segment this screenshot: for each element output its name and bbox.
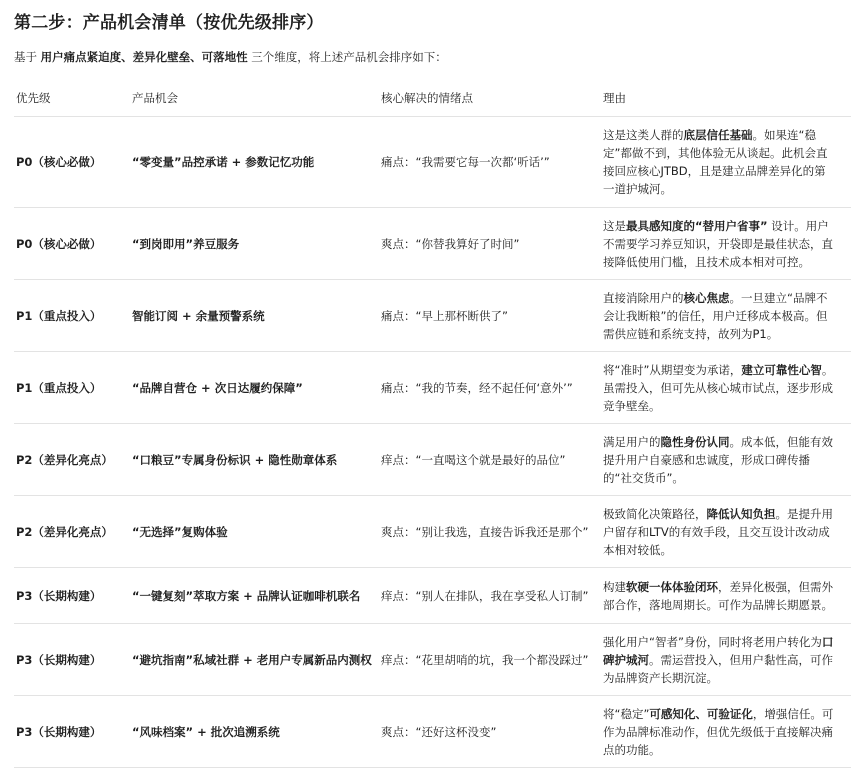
reason-text: 极致简化决策路径， (603, 506, 707, 521)
table-row (14, 496, 851, 568)
table-row (14, 208, 851, 280)
table-row (14, 280, 851, 352)
emotion-cell: 爽点：“你替我算好了时间” (379, 208, 601, 280)
priority-cell: P2（差异化亮点） (14, 496, 130, 568)
header-reason: 理由 (601, 80, 851, 117)
priority-cell: P3（长期构建） (14, 624, 130, 696)
header-product: 产品机会 (130, 80, 379, 117)
reason-text: 设计。用户不需要学习养豆知识，开袋即是最佳状态，直接降低使用门槛，且技术成本相对可控。 (603, 218, 833, 269)
reason-text: 。是提升用户留存和LTV的有效手段，且交互设计改动成本相对较低。 (603, 506, 833, 557)
reason-cell (601, 352, 851, 424)
emotion-cell: 痒点：“一直喝这个就是最好的品位” (379, 424, 601, 496)
reason-cell (601, 624, 851, 696)
priority-cell: P3（长期构建） (14, 568, 130, 624)
reason-highlight: 最具感知度的“替用户省事” (626, 218, 768, 233)
product-cell: “一键复刻”萃取方案 + 品牌认证咖啡机联名 (130, 568, 379, 624)
reason-highlight: 口碑护城河 (603, 634, 834, 667)
reason-cell (601, 280, 851, 352)
reason-highlight: 可感知化、可验证化 (649, 706, 753, 721)
reason-highlight: 核心焦虑 (683, 290, 730, 305)
priority-cell: P1（重点投入） (14, 280, 130, 352)
priority-cell: P1（重点投入） (14, 352, 130, 424)
header-emotion: 核心解决的情绪点 (379, 80, 601, 117)
intro-suffix: 三个维度，将上述产品机会排序如下： (247, 50, 447, 64)
intro-prefix: 基于 (14, 50, 41, 64)
table-row (14, 117, 851, 208)
reason-text: 直接消除用户的 (603, 290, 684, 305)
table-row (14, 352, 851, 424)
reason-text: 构建 (603, 579, 626, 594)
emotion-cell: 痛点：“早上那杯断供了” (379, 280, 601, 352)
reason-text: ，增强信任。可作为品牌标准动作，但优先级低于直接解决痛点的功能。 (603, 706, 834, 757)
reason-cell (601, 696, 851, 768)
priority-cell: P0（核心必做） (14, 117, 130, 208)
reason-text: 强化用户“智者”身份，同时将老用户转化为 (603, 634, 822, 649)
page-title: 第二步：产品机会清单（按优先级排序） (14, 13, 324, 33)
table-row (14, 696, 851, 768)
priority-cell: P0（核心必做） (14, 208, 130, 280)
emotion-cell: 痛点：“我需要它每一次都‘听话’” (379, 117, 601, 208)
table-header-row (14, 80, 851, 117)
reason-text: 满足用户的 (603, 434, 661, 449)
reason-text: ，差异化极强，但需外部合作，落地周期长。可作为品牌长期愿景。 (603, 579, 833, 612)
product-cell: “风味档案” + 批次追溯系统 (130, 696, 379, 768)
emotion-cell: 爽点：“还好这杯没变” (379, 696, 601, 768)
product-cell: “零变量”品控承诺 + 参数记忆功能 (130, 117, 379, 208)
reason-text: 将“准时”从期望变为承诺， (603, 362, 742, 377)
intro-paragraph (14, 48, 851, 66)
product-cell: “口粮豆”专属身份标识 + 隐性勋章体系 (130, 424, 379, 496)
emotion-cell: 痛点：“我的节奏，经不起任何‘意外’” (379, 352, 601, 424)
product-cell: 智能订阅 + 余量预警系统 (130, 280, 379, 352)
reason-highlight: 底层信任基础 (683, 128, 753, 142)
reason-highlight: 降低认知负担 (706, 506, 776, 521)
emotion-cell: 痒点：“花里胡哨的坑，我一个都没踩过” (379, 624, 601, 696)
reason-cell (601, 117, 851, 208)
product-cell: “到岗即用”养豆服务 (130, 208, 379, 280)
table-row (14, 424, 851, 496)
product-cell: “品牌自营仓 + 次日达履约保障” (130, 352, 379, 424)
reason-text: 。成本低，但能有效提升用户自豪感和忠诚度，形成口碑传播的“社交货币”。 (603, 434, 833, 485)
table-row (14, 624, 851, 696)
reason-text: 。一旦建立“品牌不会让我断粮”的信任，用户迁移成本极高。但需供应链和系统支持，故列为P1。 (603, 290, 828, 341)
table-row (14, 568, 851, 624)
reason-text: 这是 (603, 218, 626, 233)
reason-text: 。虽需投入，但可先从核心城市试点，逐步形成竞争壁垒。 (603, 362, 834, 413)
emotion-cell: 爽点：“别让我选，直接告诉我还是那个” (379, 496, 601, 568)
product-cell: “避坑指南”私域社群 + 老用户专属新品内测权 (130, 624, 379, 696)
priority-cell: P2（差异化亮点） (14, 424, 130, 496)
reason-highlight: 软硬一体体验闭环 (626, 579, 718, 594)
product-cell: “无选择”复购体验 (130, 496, 379, 568)
emotion-cell: 痒点：“别人在排队，我在享受私人订制” (379, 568, 601, 624)
reason-text: 。需运营投入，但用户黏性高，可作为品牌资产长期沉淀。 (603, 652, 833, 685)
reason-highlight: 隐性身份认同 (660, 434, 730, 449)
reason-text: 将“稳定” (603, 706, 650, 721)
priority-table (14, 80, 851, 768)
priority-cell: P3（长期构建） (14, 696, 130, 768)
reason-cell (601, 496, 851, 568)
reason-highlight: 建立可靠性心智 (741, 362, 822, 377)
reason-text: 这是这类人群的 (603, 128, 684, 142)
reason-cell (601, 424, 851, 496)
header-priority: 优先级 (14, 80, 130, 117)
reason-cell (601, 208, 851, 280)
reason-cell (601, 568, 851, 624)
reason-text: 。如果连“稳定”都做不到，其他体验无从谈起。此机会直接回应核心JTBD，且是建立品牌差异化的第一道护城河。 (603, 128, 828, 196)
intro-dimensions: 用户痛点紧迫度、差异化壁垒、可落地性 (40, 50, 248, 64)
